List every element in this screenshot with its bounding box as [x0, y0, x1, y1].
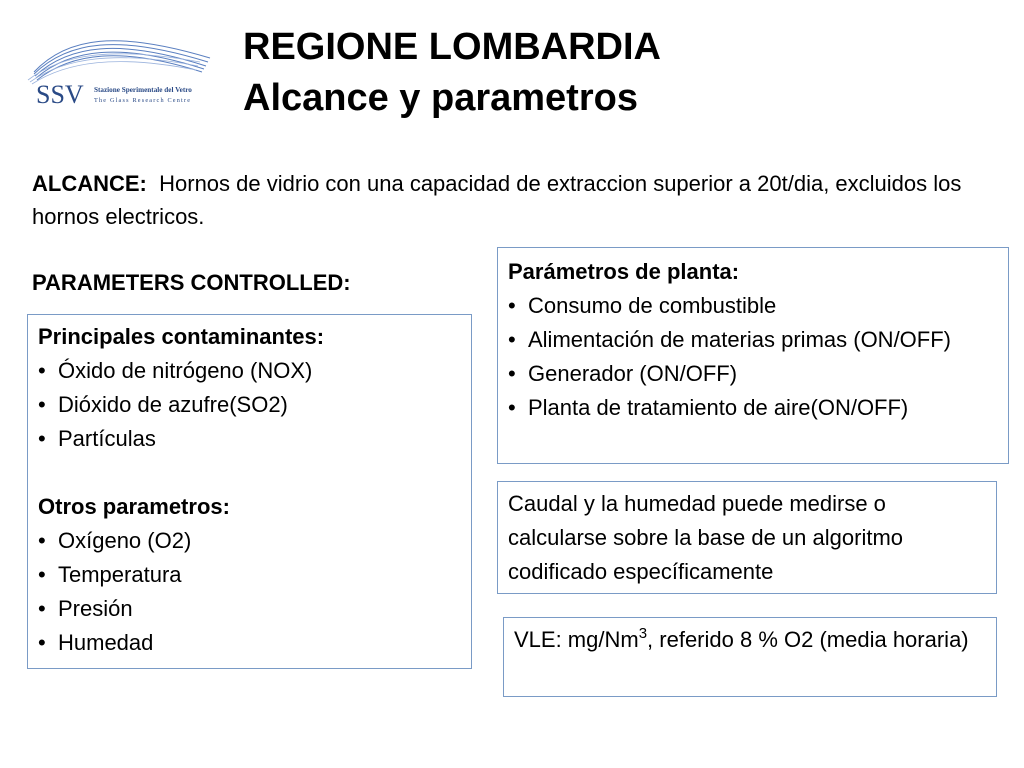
list-item: • Temperatura: [38, 558, 461, 592]
otros-list: [38, 524, 461, 660]
glass-wave-icon: [22, 32, 217, 112]
ssv-logo: [22, 32, 217, 112]
title-line-2: Alcance y parametros: [243, 77, 638, 119]
logo-acronym: SSV: [36, 80, 84, 109]
list-item: • Partículas: [38, 422, 461, 456]
alcance-label: ALCANCE:: [32, 171, 147, 196]
planta-list: [508, 289, 998, 425]
vle-box: [503, 617, 997, 697]
contaminantes-box: [27, 314, 472, 669]
list-item: • Dióxido de azufre(SO2): [38, 388, 461, 422]
list-item: • Óxido de nitrógeno (NOX): [38, 354, 461, 388]
vle-prefix: VLE: mg/Nm: [514, 627, 639, 652]
list-item: • Generador (ON/OFF): [508, 357, 998, 391]
caudal-text: Caudal y la humedad puede medirse o calcularse sobre la base de un algoritmo codificado específicamente: [508, 491, 904, 584]
otros-heading: Otros parametros:: [38, 494, 230, 519]
principales-list: [38, 354, 461, 456]
list-item: • Oxígeno (O2): [38, 524, 461, 558]
title-line-1: REGIONE LOMBARDIA: [243, 26, 661, 68]
parameters-heading: PARAMETERS CONTROLLED:: [32, 270, 351, 295]
list-item: • Consumo de combustible: [508, 289, 998, 323]
vle-suffix: , referido 8 % O2 (media horaria): [647, 627, 969, 652]
list-item: • Planta de tratamiento de aire(ON/OFF): [508, 391, 998, 425]
planta-box: [497, 247, 1009, 464]
alcance-text: Hornos de vidrio con una capacidad de extraccion superior a 20t/dia, excluidos los hornos electricos.: [32, 171, 962, 229]
vle-superscript: 3: [638, 625, 648, 642]
logo-name: Stazione Sperimentale del Vetro: [94, 86, 192, 94]
logo-tagline: The Glass Research Centre: [94, 97, 192, 104]
caudal-box: [497, 481, 997, 594]
list-item: • Presión: [38, 592, 461, 626]
list-item: • Humedad: [38, 626, 461, 660]
principales-heading: Principales contaminantes:: [38, 324, 325, 349]
alcance-paragraph: [32, 167, 982, 233]
list-item: • Alimentación de materias primas (ON/OFF): [508, 323, 998, 357]
page-title: [243, 22, 661, 124]
planta-heading: Parámetros de planta:: [508, 259, 740, 284]
spacer: [38, 456, 461, 490]
